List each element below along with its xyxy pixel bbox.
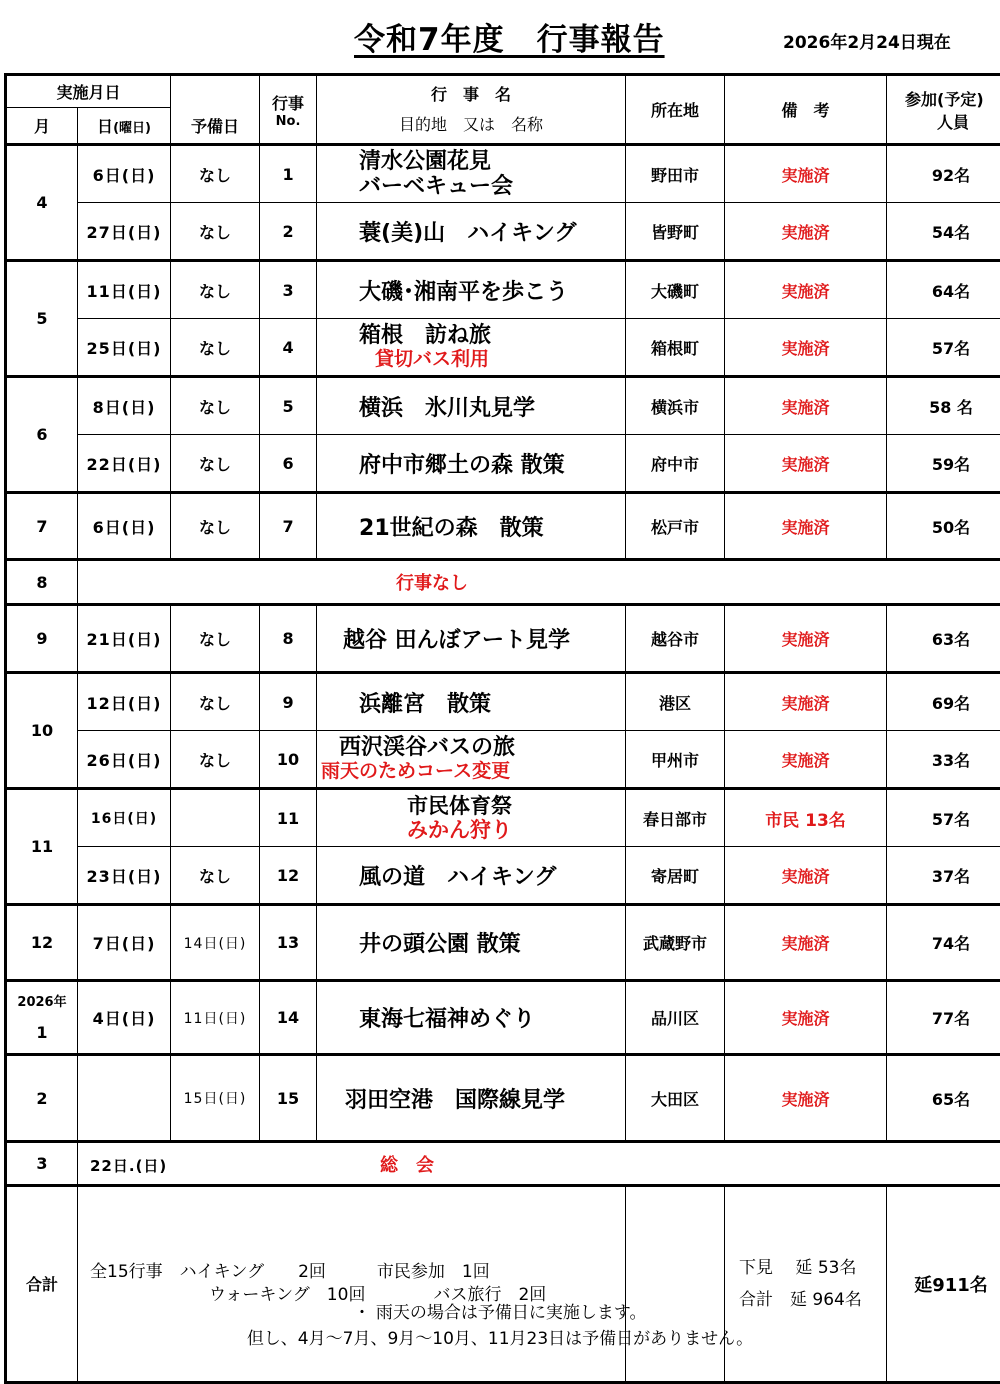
- table-row: [6, 1055, 1000, 1142]
- event-name-cell: 清水公園花見 バーベキュー会: [317, 145, 626, 203]
- footnote-line: 但し、4月～7月、9月～10月、11月23日は予備日がありません。: [0, 1326, 1000, 1352]
- month-cell: 11: [6, 789, 78, 905]
- header-day: 日(曜日): [78, 108, 171, 145]
- participants-cell: 69名: [887, 673, 1000, 731]
- location-cell: 野田市: [626, 145, 725, 203]
- month-cell: 4: [6, 145, 78, 261]
- event-name-cell: 西沢渓谷バスの旅 雨天のためコース変更: [317, 731, 626, 789]
- location-cell: 大磯町: [626, 261, 725, 319]
- day-cell: 26日(日): [78, 731, 171, 789]
- remark-cell: 実施済: [725, 377, 887, 435]
- table-row: [6, 145, 1000, 203]
- table-row: [6, 789, 1000, 847]
- remark-cell: 実施済: [725, 145, 887, 203]
- event-report-table: [4, 73, 1000, 1384]
- table-row: [6, 905, 1000, 981]
- location-cell: 箱根町: [626, 319, 725, 377]
- header-participants: 参加(予定) 人員: [887, 75, 1000, 145]
- table-row: [6, 493, 1000, 560]
- participants-cell: 77名: [887, 981, 1000, 1055]
- month-cell: 9: [6, 605, 78, 673]
- location-cell: 越谷市: [626, 605, 725, 673]
- remark-cell: 実施済: [725, 605, 887, 673]
- header-date-group: 実施月日: [6, 75, 171, 108]
- remark-cell: 市民 13名: [725, 789, 887, 847]
- reserve-cell: 11日(日): [171, 981, 260, 1055]
- remark-cell: 実施済: [725, 847, 887, 905]
- location-cell: 大田区: [626, 1055, 725, 1142]
- page-title: 令和7年度 行事報告: [354, 14, 665, 59]
- month-cell: 3: [6, 1142, 78, 1186]
- event-name-cell: 風の道 ハイキング: [317, 847, 626, 905]
- month-cell: 2: [6, 1055, 78, 1142]
- location-cell: 松戸市: [626, 493, 725, 560]
- participants-cell: 65名: [887, 1055, 1000, 1142]
- header-event-name: 行 事 名 目的地 又は 名称: [317, 75, 626, 145]
- event-no-cell: 6: [260, 435, 317, 493]
- day-cell: 23日(日): [78, 847, 171, 905]
- event-no-cell: 7: [260, 493, 317, 560]
- location-cell: 甲州市: [626, 731, 725, 789]
- general-meeting-cell: 22日.(日) 総 会: [78, 1142, 1000, 1186]
- day-cell: 4日(日): [78, 981, 171, 1055]
- participants-cell: 54名: [887, 203, 1000, 261]
- table-row: [6, 605, 1000, 673]
- event-name-cell: 横浜 氷川丸見学: [317, 377, 626, 435]
- header-reserve: 予備日: [171, 108, 260, 145]
- reserve-cell: 15日(日): [171, 1055, 260, 1142]
- day-cell: 27日(日): [78, 203, 171, 261]
- table-row: [6, 847, 1000, 905]
- participants-cell: 37名: [887, 847, 1000, 905]
- event-no-cell: 5: [260, 377, 317, 435]
- reserve-cell: なし: [171, 605, 260, 673]
- summary-row: [6, 1186, 1000, 1383]
- reserve-cell: なし: [171, 435, 260, 493]
- event-name-cell: 越谷 田んぼアート見学: [317, 605, 626, 673]
- reserve-cell: なし: [171, 377, 260, 435]
- day-cell: 6日(日): [78, 145, 171, 203]
- day-cell: 8日(日): [78, 377, 171, 435]
- remark-cell: 実施済: [725, 435, 887, 493]
- remark-cell: 実施済: [725, 1055, 887, 1142]
- month-cell: 6: [6, 377, 78, 493]
- event-no-cell: 11: [260, 789, 317, 847]
- month-cell: 2026年 1: [6, 981, 78, 1055]
- event-name-cell: 井の頭公園 散策: [317, 905, 626, 981]
- location-cell: 春日部市: [626, 789, 725, 847]
- footnotes: [0, 1300, 1000, 1352]
- event-no-cell: 14: [260, 981, 317, 1055]
- header-month: 月: [6, 108, 78, 145]
- day-cell: 7日(日): [78, 905, 171, 981]
- location-cell: 港区: [626, 673, 725, 731]
- day-cell: 6日(日): [78, 493, 171, 560]
- participants-cell: 50名: [887, 493, 1000, 560]
- table-row: [6, 377, 1000, 435]
- participants-cell: 58 名: [887, 377, 1000, 435]
- reserve-cell: なし: [171, 731, 260, 789]
- event-name-cell: 羽田空港 国際線見学: [317, 1055, 626, 1142]
- summary-participants: 延911名: [887, 1186, 1000, 1383]
- table-row: [6, 319, 1000, 377]
- reserve-cell: なし: [171, 847, 260, 905]
- event-no-cell: 13: [260, 905, 317, 981]
- event-name-cell: 市民体育祭 みかん狩り: [317, 789, 626, 847]
- location-cell: 武蔵野市: [626, 905, 725, 981]
- table-row: [6, 731, 1000, 789]
- table-row: [6, 261, 1000, 319]
- event-no-cell: 15: [260, 1055, 317, 1142]
- event-no-cell: 1: [260, 145, 317, 203]
- remark-cell: 実施済: [725, 261, 887, 319]
- no-event-cell: 行事なし: [78, 560, 1000, 605]
- day-cell: [78, 1055, 171, 1142]
- month-cell: 8: [6, 560, 78, 605]
- day-cell: 25日(日): [78, 319, 171, 377]
- remark-cell: 実施済: [725, 673, 887, 731]
- event-name-cell: 東海七福神めぐり: [317, 981, 626, 1055]
- reserve-cell: 14日(日): [171, 905, 260, 981]
- day-cell: 22日(日): [78, 435, 171, 493]
- event-name-cell: 大磯･湘南平を歩こう: [317, 261, 626, 319]
- event-name-cell: 府中市郷土の森 散策: [317, 435, 626, 493]
- month-cell: 7: [6, 493, 78, 560]
- participants-cell: 92名: [887, 145, 1000, 203]
- event-no-cell: 12: [260, 847, 317, 905]
- participants-cell: 64名: [887, 261, 1000, 319]
- location-cell: 品川区: [626, 981, 725, 1055]
- header-row-1: [6, 75, 1000, 108]
- reserve-cell: なし: [171, 319, 260, 377]
- participants-cell: 59名: [887, 435, 1000, 493]
- participants-cell: 74名: [887, 905, 1000, 981]
- header-event-no: 行事 No.: [260, 75, 317, 145]
- participants-cell: 57名: [887, 789, 1000, 847]
- event-name-cell: 蓑(美)山 ハイキング: [317, 203, 626, 261]
- reserve-cell: なし: [171, 673, 260, 731]
- event-name-cell: 浜離宮 散策: [317, 673, 626, 731]
- as-of-date: 2026年2月24日現在: [783, 28, 951, 53]
- day-cell: 16日(日): [78, 789, 171, 847]
- month-cell: 12: [6, 905, 78, 981]
- reserve-cell: なし: [171, 203, 260, 261]
- remark-cell: 実施済: [725, 905, 887, 981]
- event-name-cell: 21世紀の森 散策: [317, 493, 626, 560]
- event-no-cell: 4: [260, 319, 317, 377]
- summary-label: 合計: [6, 1186, 78, 1383]
- remark-cell: 実施済: [725, 203, 887, 261]
- table-row: [6, 435, 1000, 493]
- month-cell: 5: [6, 261, 78, 377]
- day-cell: 11日(日): [78, 261, 171, 319]
- day-cell: 21日(日): [78, 605, 171, 673]
- event-no-cell: 2: [260, 203, 317, 261]
- reserve-cell: なし: [171, 261, 260, 319]
- month-cell: 10: [6, 673, 78, 789]
- reserve-cell: なし: [171, 493, 260, 560]
- remark-cell: 実施済: [725, 981, 887, 1055]
- summary-totals: 下見 延 53名 合計 延 964名: [725, 1186, 887, 1383]
- summary-breakdown: 全15行事 ハイキング 2回 市民参加 1回 ウォーキング 10回 バス旅行 2回: [78, 1186, 626, 1383]
- table-row: [6, 673, 1000, 731]
- remark-cell: 実施済: [725, 493, 887, 560]
- participants-cell: 33名: [887, 731, 1000, 789]
- location-cell: 寄居町: [626, 847, 725, 905]
- table-row: [6, 203, 1000, 261]
- location-cell: 横浜市: [626, 377, 725, 435]
- location-cell: 皆野町: [626, 203, 725, 261]
- event-no-cell: 8: [260, 605, 317, 673]
- table-row: [6, 560, 1000, 605]
- reserve-cell: [171, 789, 260, 847]
- event-no-cell: 3: [260, 261, 317, 319]
- reserve-cell: なし: [171, 145, 260, 203]
- header-location: 所在地: [626, 75, 725, 145]
- day-cell: 12日(日): [78, 673, 171, 731]
- participants-cell: 57名: [887, 319, 1000, 377]
- header-remarks: 備 考: [725, 75, 887, 145]
- event-no-cell: 9: [260, 673, 317, 731]
- event-no-cell: 10: [260, 731, 317, 789]
- location-cell: 府中市: [626, 435, 725, 493]
- event-name-cell: 箱根 訪ね旅 貸切バス利用: [317, 319, 626, 377]
- summary-empty: [626, 1186, 725, 1383]
- remark-cell: 実施済: [725, 319, 887, 377]
- table-row: [6, 1142, 1000, 1186]
- remark-cell: 実施済: [725, 731, 887, 789]
- table-row: [6, 981, 1000, 1055]
- participants-cell: 63名: [887, 605, 1000, 673]
- footnote-line: ・ 雨天の場合は予備日に実施します。: [0, 1300, 1000, 1326]
